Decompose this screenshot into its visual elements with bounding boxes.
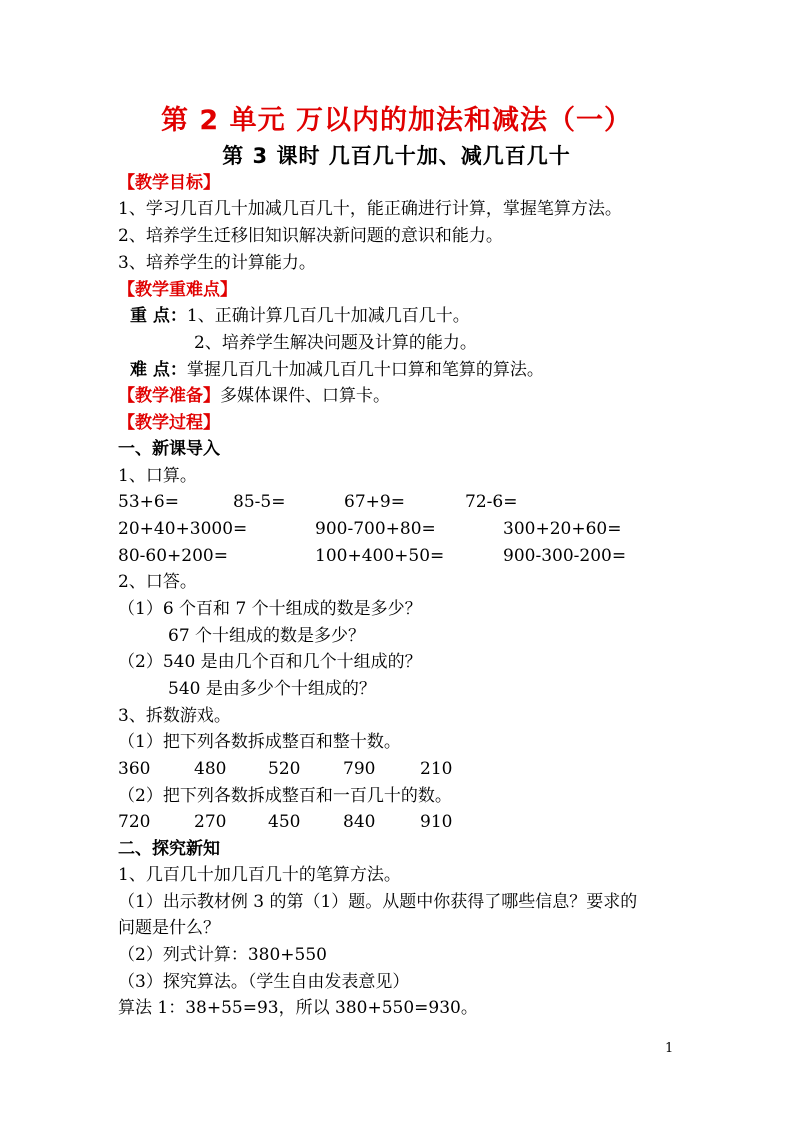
key-point-2: 2、培养学生解决问题及计算的能力。 <box>194 333 477 353</box>
number-cell: 840 <box>343 812 376 832</box>
oral-cell: 80-60+200= <box>118 546 228 566</box>
objective-2: 2、培养学生迁移旧知识解决新问题的意识和能力。 <box>118 226 503 246</box>
unit-title: 第 2 单元 万以内的加法和减法（一） <box>161 105 632 136</box>
oral-cell: 20+40+3000= <box>118 519 248 539</box>
game-2-numbers <box>118 811 678 833</box>
section-process: 【教学过程】 <box>118 413 220 433</box>
number-cell: 450 <box>268 812 301 832</box>
question-1b: 67 个十组成的数是多少？ <box>168 626 366 646</box>
new-knowledge-1c: （3）探究算法。（学生自由发表意见） <box>118 972 410 992</box>
question-1a: （1）6 个百和 7 个十组成的数是多少？ <box>118 599 422 619</box>
objective-1: 1、学习几百几十加减几百几十，能正确进行计算，掌握笔算方法。 <box>118 199 622 219</box>
key-label <box>130 305 470 327</box>
item-oral-answer: 2、口答。 <box>118 572 197 592</box>
objective-3: 3、培养学生的计算能力。 <box>118 253 316 273</box>
oral-cell: 72-6= <box>465 492 518 512</box>
number-cell: 360 <box>118 759 151 779</box>
number-cell: 270 <box>194 812 227 832</box>
new-knowledge-1a-cont: 问题是什么？ <box>118 918 220 938</box>
item-oral-calc: 1、口算。 <box>118 466 197 486</box>
oral-cell: 53+6= <box>118 492 179 512</box>
number-cell: 720 <box>118 812 151 832</box>
number-cell: 210 <box>420 759 453 779</box>
new-knowledge-1a: （1）出示教材例 3 的第（1）题。从题中你获得了哪些信息？要求的 <box>118 892 638 912</box>
number-cell: 790 <box>343 759 376 779</box>
oral-cell: 85-5= <box>233 492 286 512</box>
difficulty-line <box>130 359 544 381</box>
new-knowledge-1d: 算法 1：38+55=93，所以 380+550=930。 <box>118 998 478 1018</box>
new-knowledge-1b: （2）列式计算：380+550 <box>118 945 327 965</box>
oral-cell: 900-700+80= <box>315 519 436 539</box>
section-keypoints: 【教学重难点】 <box>118 280 237 300</box>
oral-cell: 100+400+50= <box>315 546 445 566</box>
number-cell: 910 <box>420 812 453 832</box>
prep-text: 多媒体课件、口算卡。 <box>220 386 390 406</box>
game-1-numbers <box>118 758 678 780</box>
new-knowledge-1: 1、几百几十加几百几十的笔算方法。 <box>118 865 401 885</box>
oral-row-2 <box>118 518 678 540</box>
question-2b: 540 是由多少个十组成的？ <box>168 679 376 699</box>
oral-cell: 300+20+60= <box>503 519 622 539</box>
oral-cell: 67+9= <box>344 492 405 512</box>
oral-row-1 <box>118 491 678 513</box>
item-split-game: 3、拆数游戏。 <box>118 706 231 726</box>
part-1-heading: 一、新课导入 <box>118 439 220 459</box>
game-2-instruction: （2）把下列各数拆成整百和一百几十的数。 <box>118 786 452 806</box>
page-number: 1 <box>665 1041 674 1056</box>
prep-line <box>118 385 390 407</box>
section-prep: 【教学准备】 <box>118 386 220 406</box>
part-2-heading: 二、探究新知 <box>118 839 220 859</box>
oral-cell: 900-300-200= <box>503 546 627 566</box>
key-point-1: 1、正确计算几百几十加减几百几十。 <box>186 306 470 326</box>
difficulty-label: 难 点： <box>130 360 187 380</box>
number-cell: 520 <box>268 759 301 779</box>
game-1-instruction: （1）把下列各数拆成整百和整十数。 <box>118 732 401 752</box>
question-2a: （2）540 是由几个百和几个十组成的？ <box>118 652 422 672</box>
lesson-title: 第 3 课时 几百几十加、减几百几十 <box>222 144 571 168</box>
number-cell: 480 <box>194 759 227 779</box>
section-objectives: 【教学目标】 <box>118 173 220 193</box>
key-label-text: 重 点： <box>130 306 187 326</box>
difficulty-text: 掌握几百几十加减几百几十口算和笔算的算法。 <box>186 360 544 380</box>
oral-row-3 <box>118 545 678 567</box>
